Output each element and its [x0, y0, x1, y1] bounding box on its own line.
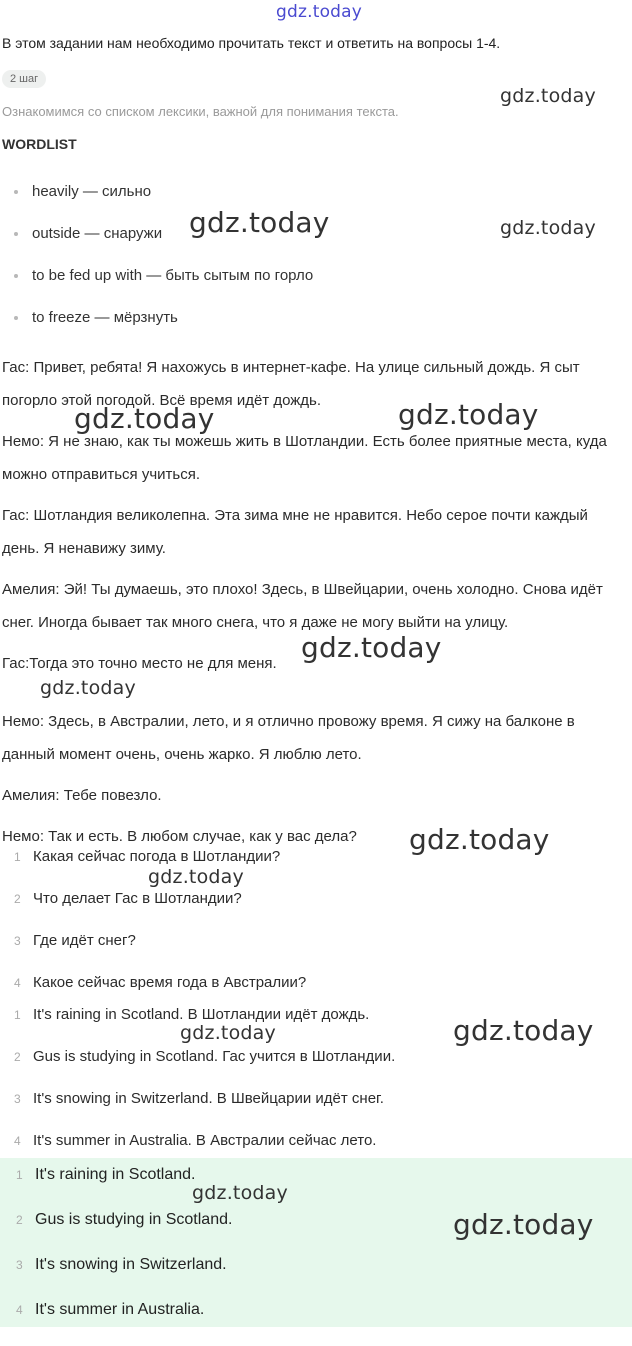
item-number: 3: [14, 934, 21, 948]
list-item: [14, 267, 313, 309]
watermark: gdz.today: [453, 1014, 594, 1047]
bullet-icon: [14, 232, 18, 236]
final-answers-box: [0, 1158, 632, 1327]
answer-item: [14, 1006, 395, 1048]
wordlist-note: Ознакомимся со списком лексики, важной для понимания текста.: [2, 104, 399, 119]
list-item: [14, 309, 313, 351]
item-number: 2: [16, 1213, 23, 1227]
answer-text: Gus is studying in Scotland. Гас учится в Шотландии.: [33, 1048, 396, 1065]
watermark: gdz.today: [40, 677, 136, 699]
questions-list: [14, 848, 306, 1016]
question-item: [14, 932, 306, 974]
answer-text: It's snowing in Switzerland. В Швейцарии идёт снег.: [33, 1090, 384, 1107]
item-number: 1: [14, 1008, 21, 1022]
list-item-text: to freeze — мёрзнуть: [32, 309, 178, 326]
list-item: [14, 183, 313, 225]
item-number: 2: [14, 892, 21, 906]
item-number: 3: [14, 1092, 21, 1106]
dialog-line: Амелия: Тебе повезло.: [2, 787, 162, 804]
dialog-line: Амелия: Эй! Ты думаешь, это плохо! Здесь, в Швейцарии, очень холодно. Снова идёт снег. Иногда бывает так много снега, что я даже не могу выйти на улицу.: [2, 581, 603, 631]
answer-item: [14, 1090, 395, 1132]
final-answer-text: Gus is studying in Scotland.: [35, 1211, 233, 1228]
item-number: 3: [16, 1258, 23, 1272]
bullet-icon: [14, 274, 18, 278]
question-item: [14, 890, 306, 932]
watermark: gdz.today: [180, 1022, 276, 1044]
watermark: gdz.today: [500, 85, 596, 107]
dialog-line: Немо: Я не знаю, как ты можешь жить в Шотландии. Есть более приятные места, куда можно отправиться учиться.: [2, 433, 607, 483]
watermark: gdz.today: [74, 402, 215, 435]
watermark: gdz.today: [192, 1182, 288, 1204]
dialog-translation: [2, 351, 622, 861]
wordlist: [14, 183, 313, 351]
translated-answers-list: [14, 1006, 395, 1174]
item-number: 2: [14, 1050, 21, 1064]
watermark: gdz.today: [500, 217, 596, 239]
question-text: Что делает Гас в Шотландии?: [33, 890, 242, 907]
watermark: gdz.today: [189, 206, 330, 239]
final-answer-item: [16, 1211, 232, 1256]
answer-text: It's raining in Scotland. В Шотландии идёт дождь.: [33, 1006, 370, 1023]
bullet-icon: [14, 316, 18, 320]
final-answer-text: It's summer in Australia.: [35, 1301, 205, 1318]
list-item-text: outside — снаружи: [32, 225, 163, 242]
answer-text: It's summer in Australia. В Австралии сейчас лето.: [33, 1132, 377, 1149]
wordlist-title: WORDLIST: [2, 136, 77, 152]
watermark: gdz.today: [409, 823, 550, 856]
dialog-line: Гас:Тогда это точно место не для меня.: [2, 655, 277, 672]
dialog-line: Гас: Привет, ребята! Я нахожусь в интернет-кафе. На улице сильный дождь. Я сыт погорло этой погодой. Всё время идёт дождь.: [2, 359, 580, 409]
question-text: Где идёт снег?: [33, 932, 136, 949]
answer-item: [14, 1048, 395, 1090]
question-item: [14, 848, 306, 890]
watermark: gdz.today: [398, 398, 539, 431]
final-answer-text: It's raining in Scotland.: [35, 1166, 196, 1183]
item-number: 4: [14, 1134, 21, 1148]
item-number: 1: [14, 850, 21, 864]
final-answer-item: [16, 1256, 232, 1301]
item-number: 1: [16, 1168, 23, 1182]
list-item-text: heavily — сильно: [32, 183, 152, 200]
task-intro: В этом задании нам необходимо прочитать текст и ответить на вопросы 1-4.: [2, 35, 501, 51]
item-number: 4: [14, 976, 21, 990]
dialog-line: Немо: Здесь, в Австралии, лето, и я отлично провожу время. Я сижу на балконе в данный момент очень, очень жарко. Я люблю лето.: [2, 713, 575, 763]
bullet-icon: [14, 190, 18, 194]
list-item-text: to be fed up with — быть сытым по горло: [32, 267, 314, 284]
list-item: [14, 225, 313, 267]
question-text: Какое сейчас время года в Австралии?: [33, 974, 307, 991]
final-answer-text: It's snowing in Switzerland.: [35, 1256, 227, 1273]
step-badge: 2 шаг: [2, 70, 46, 88]
dialog-line: Немо: Так и есть. В любом случае, как у вас дела?: [2, 828, 357, 845]
dialog-line: Гас: Шотландия великолепна. Эта зима мне не нравится. Небо серое почти каждый день. Я ненавижу зиму.: [2, 507, 588, 557]
watermark: gdz.today: [453, 1208, 594, 1241]
item-number: 4: [16, 1303, 23, 1317]
final-answer-item: [16, 1301, 232, 1346]
watermark: gdz.today: [301, 631, 442, 664]
watermark: gdz.today: [148, 866, 244, 888]
question-text: Какая сейчас погода в Шотландии?: [33, 848, 281, 865]
watermark-top: gdz.today: [276, 2, 363, 22]
